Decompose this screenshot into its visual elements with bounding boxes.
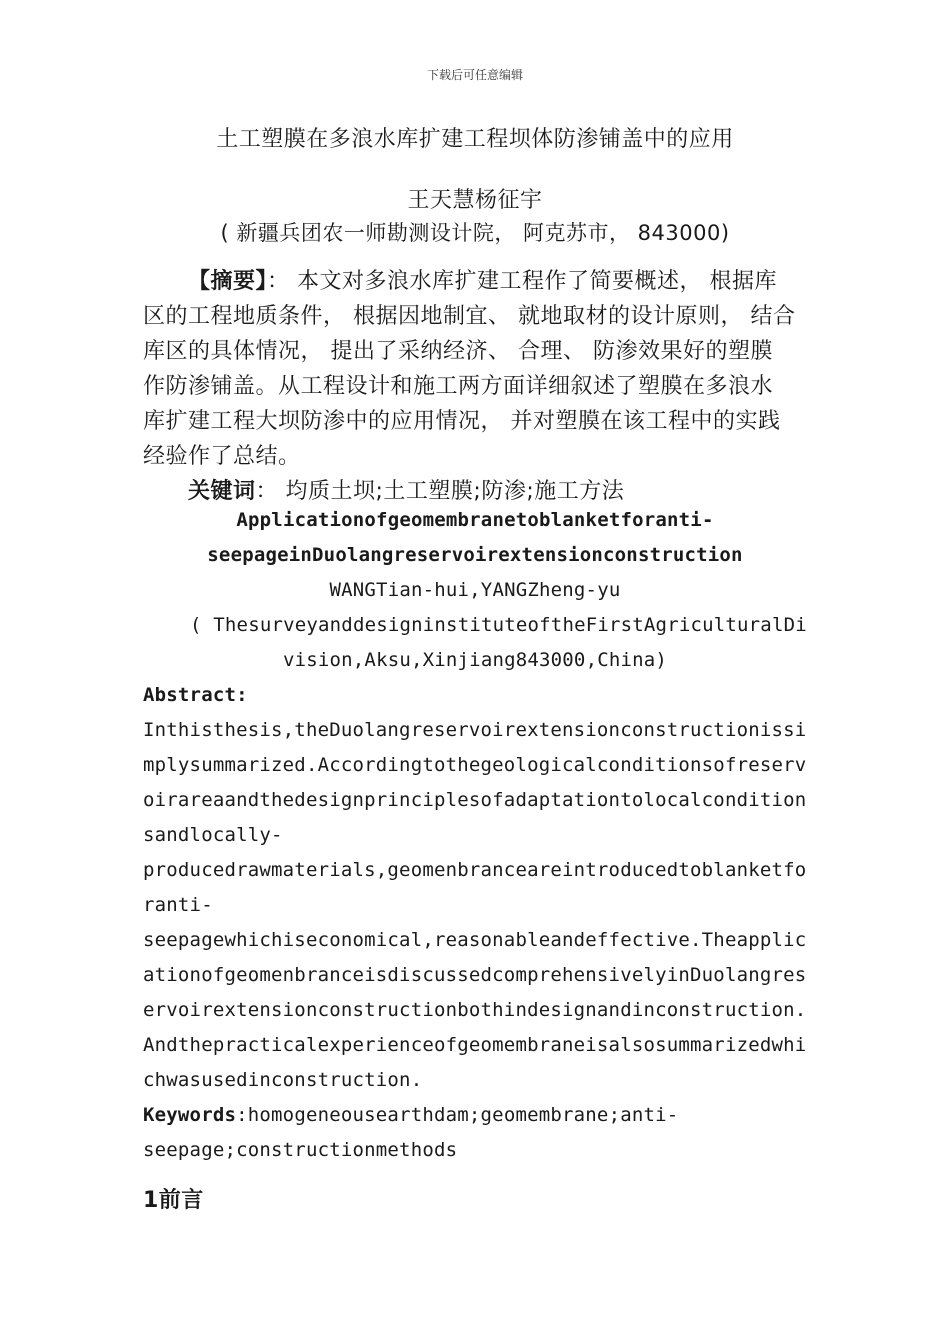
abstract-cn-line-5: 库扩建工程大坝防渗中的应用情况， 并对塑膜在该工程中的实践 [143, 409, 781, 434]
abstract-en-line: mplysummarized.Accordingtothegeologicalconditionsofreserv [143, 754, 807, 776]
affiliation-en-line-2: vision,Aksu,Xinjiang843000,China) [282, 649, 668, 671]
affiliation-cn: ( 新疆兵团农一师勘测设计院， 阿克苏市， 843000) [220, 221, 730, 245]
abstract-en-line: seepagewhichiseconomical,reasonableandeffective.Theapplic [143, 929, 807, 951]
header-note: 下载后可任意编辑 [426, 68, 523, 82]
abstract-en-label: Abstract: [143, 684, 248, 706]
authors-cn: 王天慧杨征宇 [407, 188, 543, 213]
keywords-en-line-2: seepage;constructionmethods [143, 1139, 458, 1161]
abstract-cn-line-6: 经验作了总结。 [143, 444, 301, 469]
paper-title-en-line-2: seepageinDuolangreservoirextensionconstruction [207, 544, 743, 566]
keywords-en-label: Keywords [143, 1104, 237, 1126]
abstract-en-line: chwasusedinconstruction. [143, 1069, 423, 1091]
abstract-cn-line-4: 作防渗铺盖。从工程设计和施工两方面详细叙述了塑膜在多浪水 [143, 374, 774, 399]
abstract-en-line: oirareaandthedesignprinciplesofadaptationtolocalcondition [143, 789, 807, 811]
abstract-en-line: Andthepracticalexperienceofgeomembraneisalsosummarizedwhi [143, 1034, 807, 1056]
abstract-en-line: ervoirextensionconstructionbothindesignandinconstruction. [143, 999, 807, 1021]
affiliation-en-line-1: ( ThesurveyanddesigninstituteoftheFirstAgriculturalDi [190, 614, 807, 636]
authors-en: WANGTian-hui,YANGZheng-yu [329, 579, 621, 601]
section-heading: 1前言 [143, 1188, 204, 1213]
abstract-en-line: Inthisthesis,theDuolangreservoirextensionconstructionissi [143, 719, 807, 741]
keywords-cn-label: 关键词 [188, 479, 256, 504]
abstract-en-line: sandlocally- [143, 824, 283, 846]
abstract-cn-label: 【摘要】 [188, 269, 268, 294]
paper-title-en-line-1: Applicationofgeomembranetoblanketforanti- [236, 509, 714, 531]
keywords-en-line-1: Keywords:homogeneousearthdam;geomembrane;anti- [143, 1104, 679, 1126]
abstract-en-line: producedrawmaterials,geomenbranceareintroducedtoblanketfo [143, 859, 807, 881]
abstract-cn-line-3: 库区的具体情况， 提出了采纳经济、 合理、 防渗效果好的塑膜 [143, 339, 773, 364]
paper-title-cn: 土工塑膜在多浪水库扩建工程坝体防渗铺盖中的应用 [216, 127, 734, 152]
abstract-en-line: ranti- [143, 894, 213, 916]
abstract-cn-line-2: 区的工程地质条件， 根据因地制宜、 就地取材的设计原则， 结合 [143, 304, 796, 329]
abstract-en-line: ationofgeomenbranceisdiscussedcomprehensivelyinDuolangres [143, 964, 807, 986]
abstract-cn-line-1: 【摘要】： 本文对多浪水库扩建工程作了简要概述， 根据库 [188, 269, 778, 294]
keywords-cn: 关键词： 均质土坝;土工塑膜;防渗;施工方法 [188, 479, 625, 504]
